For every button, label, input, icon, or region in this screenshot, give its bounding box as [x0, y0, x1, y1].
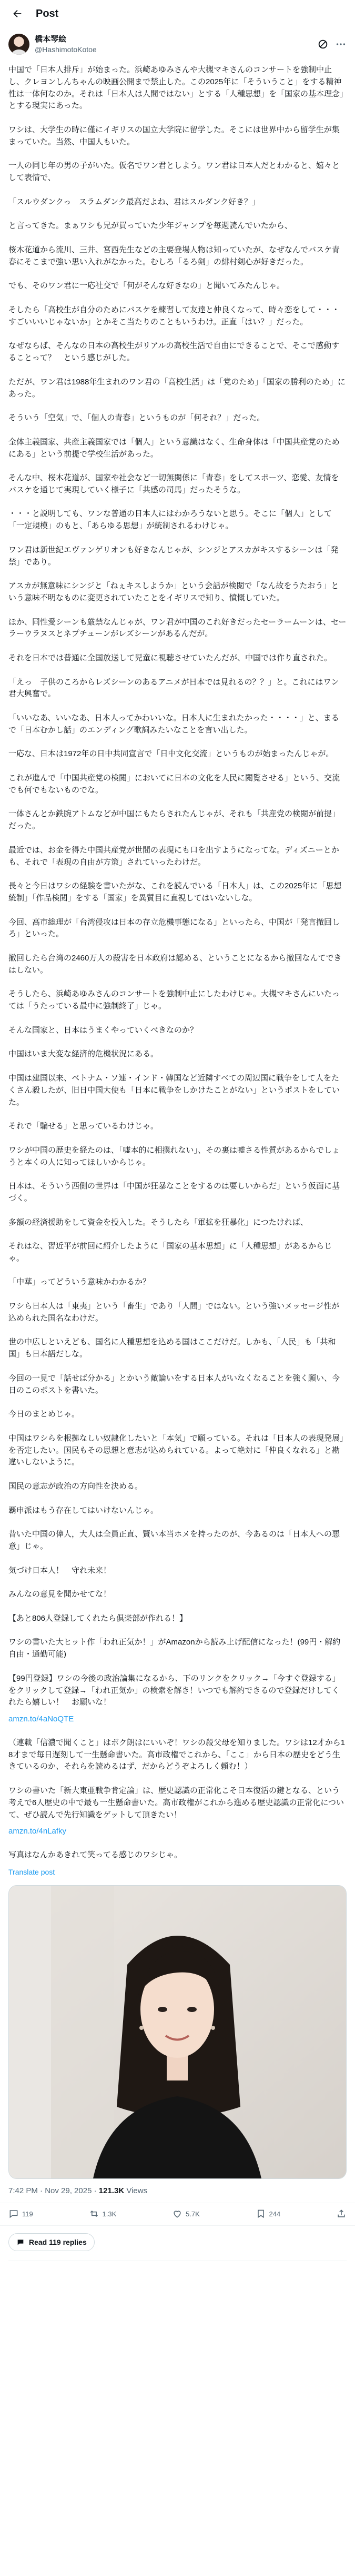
post-paragraph: 【あと806人登録してくれたら倶楽部が作れる！】 — [8, 1613, 188, 1623]
post-paragraph: 中国は建国以来、ベトナム・ソ連・インド・韓国など近隣すべての周辺国に戦争をして人をたくさん殺したが、旧日中国大使も「日本に戦争をしかけたことがない」というポストをしていた。 — [8, 1073, 340, 1107]
post-paragraph: ワシが中国の歴史を経たのは、「嘘本的に相撲れない」、その裏は嘘さる性質があるからでしょうと本くの人に知ってほしいからじゃ。 — [8, 1145, 340, 1167]
post-paragraph: ワン君は新世紀エヴァンゲリオンも好きなんじゃが、シンジとアスカがキスするシーンは「発禁」であり。 — [8, 545, 339, 567]
post-paragraph: 昔いた中国の偉人，大人は全員正直、賢い本当ホメを持ったのが、今あるのは「日本人への悪意」じゃ。 — [8, 1530, 340, 1551]
post-paragraph: ほか、同性愛シーンも厳禁なんじゃが、ワン君が中国のこれ好きだったセーラームーンは、セーラーウラヌスとネプチューンがレズシーンがあるんだが。 — [8, 617, 347, 639]
amazon-link-2[interactable]: amzn.to/4nLafky — [8, 1827, 67, 1836]
reply-count: 119 — [22, 2210, 33, 2218]
action-bar — [0, 2203, 355, 2226]
post-paragraph: でも、そのワン君に一応社交で「何がそんな好きなの」と聞いてみたんじゃ。 — [8, 281, 285, 291]
post-paragraph: ワシは、大学生の時に僅にイギリスの国立大学院に留学した。そこには世界中から留学生が集まっていた。当然、中国人もいた。 — [8, 125, 340, 146]
repost-button[interactable] — [89, 2208, 117, 2219]
read-replies-label: Read 119 replies — [29, 2238, 87, 2247]
post-paragraph: それで「騙せる」と思っているわけじゃ。 — [8, 1122, 159, 1131]
post-paragraph: ・・・と説明しても、ワンな普通の日本人にはわかろうないと思う。そこに「個人」として「一定規模」のもと、「あらゆる思想」が統制されるわけじゃ。 — [8, 509, 332, 531]
post-paragraph: なぜならば、そんなの日本の高校生がリアルの高校生活で自由にできることで、そこで感動することって？ という感じがした。 — [8, 341, 340, 363]
post-paragraph: それを日本では普通に全国放送して児童に視聴させていたんだが、中国では作り直された。 — [8, 653, 332, 663]
grok-icon[interactable] — [317, 38, 329, 50]
post-paragraph: ただが、ワン君は1988年生まれのワン君の「高校生活」は「党のため」「国家の勝利のため」にあった。 — [8, 377, 346, 399]
post-paragraph: 【99円登録】ワシの今後の政治論集になるから、下のリンクをクリック→「今すぐ登録する」をクリックして登録→「われ正気か」の検索を解き！いつでも解約できるので登録だけしてくれたら嬉しい！ お願いな！ — [8, 1673, 340, 1707]
post-photo[interactable] — [8, 1885, 347, 2179]
like-count: 5.7K — [186, 2210, 200, 2218]
post-text — [0, 58, 355, 1878]
author-handle[interactable]: @HashimotoKotoe — [35, 45, 97, 54]
reply-area — [8, 2261, 347, 2284]
share-button[interactable] — [336, 2208, 347, 2219]
avatar[interactable] — [8, 34, 29, 55]
author-display-name[interactable]: 橋本琴絵 — [35, 35, 67, 44]
top-bar — [0, 0, 355, 27]
post-timestamp[interactable]: 7:42 PM · Nov 29, 2025 — [8, 2186, 92, 2196]
post-paragraph: ワシの書いた「新大東亜戦争肯定論」は、歴史認識の正常化こそ日本復活の鍵となる、という考えで6人歴史の中で最も一生懸命書いた。高市政権がこれから進める歴史認識の正常化について、ぜひ読んで先行知識をゲットして頂きたい！ — [8, 1786, 344, 1819]
post-paragraph: 国民の意志が政治の方向性を決める。 — [8, 1482, 143, 1491]
chat-bubble-icon — [16, 2238, 25, 2246]
post-paragraph: 一体さんとか鉄腕アトムなどが中国にもたらされたんじゃが、それも「共産党の検閲が前提」だった。 — [8, 809, 340, 831]
share-icon — [336, 2208, 347, 2219]
reply-button[interactable] — [8, 2208, 33, 2219]
post-paragraph: 「中華」ってどういう意味かわかるか？ — [8, 1277, 151, 1287]
post-paragraph: 最近では、お金を得た中国共産党が世間の表現にも口を出すようになってな。ディズニーとかも、それで「表現の自由が方策」されていったわけだ。 — [8, 845, 339, 867]
post-paragraph: そういう「空気」で、「個人の青春」というものが「何それ？」だった。 — [8, 413, 265, 423]
post-paragraph: 長々と今日はワシの経験を書いたがな、これを読んでいる「日本人」は、この2025年に「思想統制」「作品検閲」をする「国家」を異質目に直視してはいないしな。 — [8, 881, 342, 903]
post-paragraph: ワシら日本人は「東夷」という「畜生」であり「人間」ではない。という強いメッセージ性が込められた国名なわけだ。 — [8, 1302, 340, 1323]
post-meta — [0, 2179, 355, 2203]
repost-count: 1.3K — [102, 2210, 117, 2218]
photo-illustration — [9, 1886, 346, 2178]
page-title: Post — [36, 7, 59, 19]
bookmark-button[interactable] — [256, 2208, 281, 2219]
views-label: Views — [126, 2186, 148, 2196]
post-paragraph: 今日のまとめじゃ。 — [8, 1410, 80, 1419]
post-paragraph: そんな中、桜木花道が、国家や社会など一切無関係に「青春」をしてスポーツ、恋愛、友情をバスケを通じて実現していく様子に「共感の司馬」だったそうな。 — [8, 473, 339, 494]
post-paragraph: 一人の同じ年の男の子がいた。仮名でワン君としよう。ワン君は日本人だとわかると、嬉々として表情で、 — [8, 161, 340, 183]
more-options-icon[interactable] — [335, 38, 347, 50]
post-paragraph: 中国はいま大変な経済的危機状況にある。 — [8, 1049, 159, 1059]
back-arrow-icon[interactable] — [8, 5, 26, 23]
post-paragraph: 中国はワシらを根拠なしい奴隷化したいと「本気」で願っている。それは「日本人の表現発展」を否定したい。国民もその思想と意志が込められている。よって絶対に「仲良くなれる」と勘違いしないように。 — [8, 1433, 344, 1467]
post-paragraph: 全体主義国家、共産主義国家では「個人」という意識はなく、生命身体は「中国共産党のためにある」という前提で学校生活があった。 — [8, 437, 340, 459]
amazon-link-1[interactable]: amzn.to/4aNoQTE — [8, 1714, 74, 1723]
post-paragraph: これが進んで「中国共産党の検閲」においてに日本の文化を人民に閲覧させる」という、交流でも何でもないものでな。 — [8, 774, 340, 795]
post-paragraph: 「いいなあ、いいなあ、日本人ってかわいいな。日本人に生まれたかった・・・・」と、まるで「日本むかし話」のエンディング歌詞みたいなことを言い出した。 — [8, 714, 339, 735]
post-paragraph: そうしたら、浜崎あゆみさんのコンサートを強制中止にしたわけじゃ。大槻マキさんにいたっては「うたっている最中に強制終了」じゃ。 — [8, 989, 340, 1011]
post-paragraph: と言ってきた。まぁワシも兄が買っていた少年ジャンプを毎週読んでいたから、 — [8, 221, 292, 231]
post-paragraph: みんなの意見を聞かせてな！ — [8, 1590, 111, 1599]
reply-icon — [8, 2208, 19, 2219]
post-author — [0, 27, 355, 58]
translate-post-link[interactable]: Translate post — [8, 1867, 55, 1876]
repost-icon — [89, 2208, 99, 2219]
post-paragraph: それはな、習近平が前回に紹介したように「国家の基本思想」に「人種思想」があるからじゃ。 — [8, 1242, 332, 1263]
post-paragraph: 世の中広しといえども、国名に人種思想を込める国はここだけだ。しかも、「人民」も「共和国」も日本語だしな。 — [8, 1337, 336, 1359]
read-replies-button[interactable] — [8, 2233, 95, 2251]
meta-separator: · — [94, 2186, 99, 2196]
replies-row — [0, 2226, 355, 2258]
post-paragraph: 「えっ 子供のころからレズシーンのあるアニメが日本では見れるの？？」と。これにはワン君大興奮で。 — [8, 677, 339, 699]
post-paragraph: 今回、高市総理が「台湾侵攻は日本の存立危機事態になる」といったら、中国が「発言撤回しろ」といった。 — [8, 917, 340, 939]
post-paragraph: そしたら「高校生が自分のためにバスケを練習して友達と仲良くなって、時々恋をして・・・すごいいいじゃないか」とかそこ当たりのこともいうわけ。正直「はい？」だった。 — [8, 305, 340, 326]
post-paragraph: 撤回したら台湾の2460万人の殺害を日本政府は認める、ということになるから撤回なんてできはしない。 — [8, 953, 342, 975]
post-paragraph: 写真はなんかあきれて笑ってる感じのワシじゃ。 — [8, 1850, 182, 1859]
post-paragraph: 中国で「日本人排斥」が始まった。浜崎あゆみさんや大槻マキさんのコンサートを強制中止し、クレヨンしんちゃんの映画公開まで禁止した。この2025年に「そういうこと」をする精神性は一体何なのか。それは「日本人は人間ではない」とする「人種思想」を「国家の基本理念」とする現実にあった。 — [8, 65, 344, 111]
post-paragraph: （連載「信濃で聞くこと」はボク朗はにいいぞ！ワシの殺父母を知りました。ワシは12才から18才まで毎日遅刻して一生懸命書いた。高市政権でこれから、「ここ」から日本の歴史をどう生きているのか、それらを読めるはず、だからどうぞよろしく頼む！） — [8, 1738, 346, 1771]
bookmark-icon — [256, 2208, 266, 2219]
post-paragraph: そんな国家と、日本はうまくやっていくべきなのか？ — [8, 1025, 198, 1035]
post-paragraph: 「スルウダンクっ スラムダンク最高だよね、君はスルダンク好き？」 — [8, 197, 260, 206]
post-paragraph: アスカが無意味にシンジと「ねぇキスしようか」という会話が検閲で「なん故をうたおう」という意味不明なものに変更されていたことをイギリスで知り、憤慨していた。 — [8, 581, 339, 603]
heart-icon — [172, 2208, 182, 2219]
post-paragraph: 多額の経済援助をして資金を投入した。そうしたら「軍拡を狂暴化」につたければ、 — [8, 1217, 308, 1227]
post-paragraph: ワシの書いた大ヒット作「われ正気か！」がAmazonから読み上げ配信になった！(99円・解約自由・通勤可能) — [8, 1638, 341, 1659]
post-paragraph: 一応な、日本は1972年の日中共同宣言で「日中文化交流」というものが始まったんじゃが。 — [8, 749, 334, 759]
bookmark-count: 244 — [269, 2210, 281, 2218]
author-names — [35, 34, 317, 54]
post-paragraph: 今回の一見で「話せば分かる」とかいう敵論いをする日本人がいなくなることを強く願い、今日のこのポストを書いた。 — [8, 1373, 340, 1395]
post-paragraph: 日本は、そういう西側の世界は「中国が狂暴なことをするのは要しいからだ」という仮面に基づく。 — [8, 1182, 340, 1203]
view-count: 121.3K — [98, 2186, 125, 2196]
like-button[interactable] — [172, 2208, 200, 2219]
post-paragraph: 気づけ日本人！ 守れ未来！ — [8, 1566, 111, 1575]
post-paragraph: 覇申派はもう存在してはいけないんじゃ。 — [8, 1505, 159, 1515]
post-paragraph: 桜木花道から流川、三井、宮西先生などの主要登場人物は知っていたが、なぜなんでバスケ青春にそこまで強い思い入れがなかった。むしろ「るろ剣」の緋村剣心が好きだった。 — [8, 245, 340, 266]
